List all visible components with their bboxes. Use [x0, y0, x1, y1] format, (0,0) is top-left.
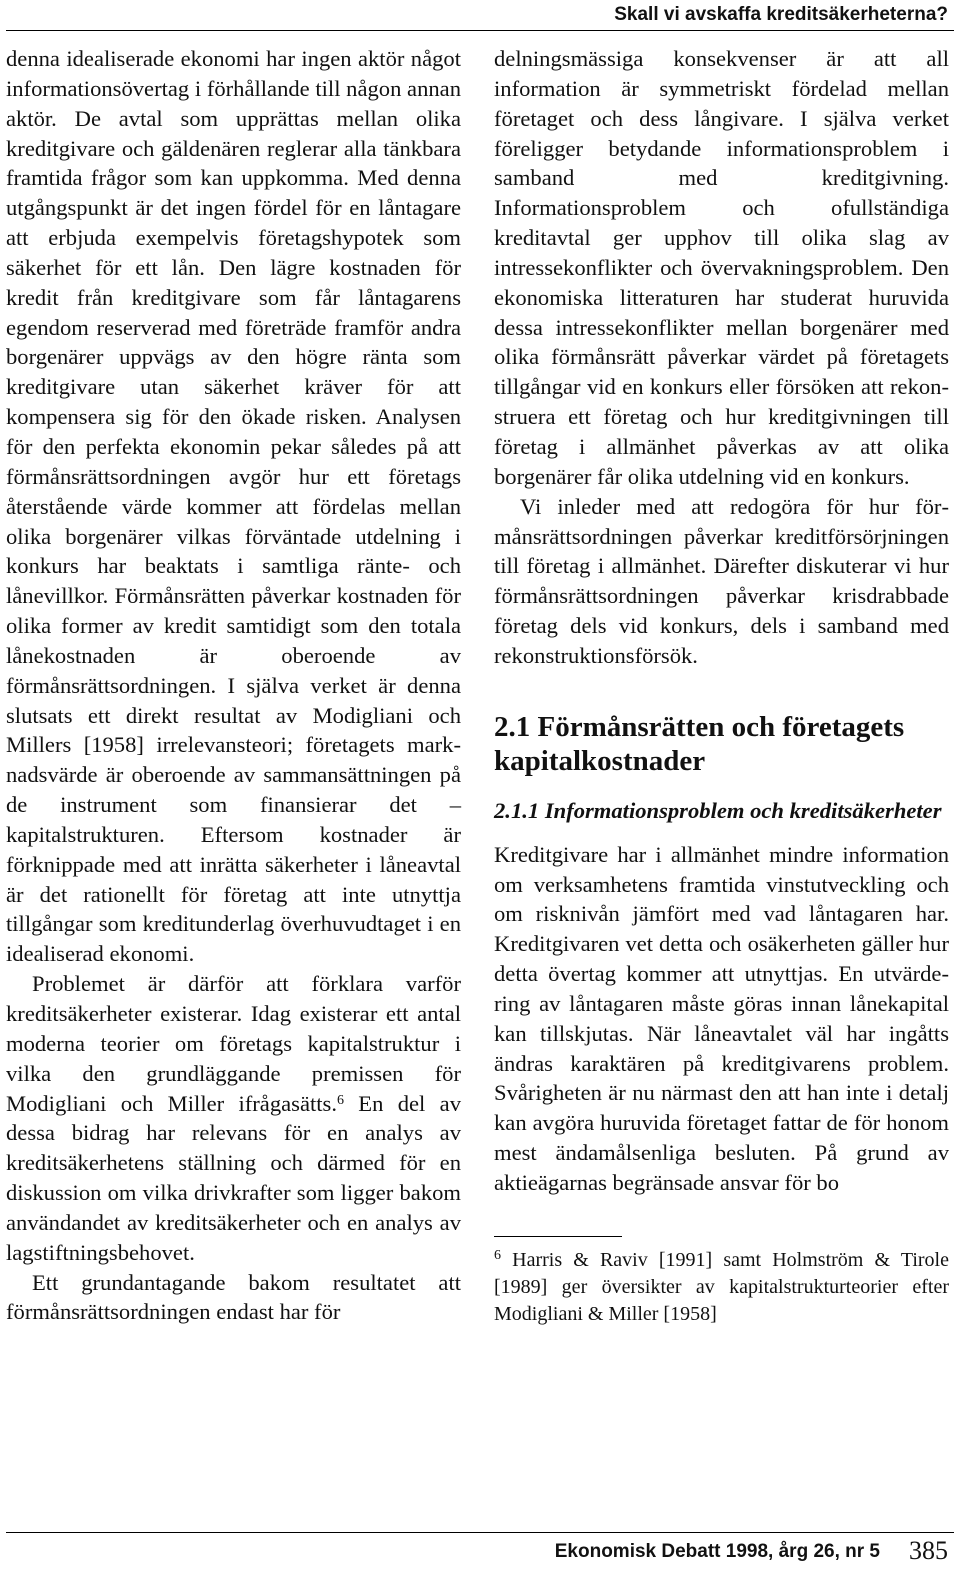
left-paragraph-1: denna idealiserade ekonomi har ingen aktör något informationsövertag i förhållande till någon annan aktör. De avtal som upprättas mellan olika kreditgivare och gäldenären reglerar alla tänkbara framtida frågor som kan uppkomma. Med denna utgångspunkt är det ingen fördel för en låntagare att erbjuda exempelvis företagshypotek som säkerhet för ett lån. Den lägre kostnaden för kredit från kreditgivare som får låntagarens egendom reserverad med företräde framför andra borgenärer uppvägs av den högre ränta som kreditgivare utan säkerhet kräver för att kompensera sig för den ökade risken. Analysen för den perfekta ekonomin pekar således på att förmånsrättsordningen avgör hur ett företags återstående värde kommer att fördelas mellan olika borgenärer vilkas förväntade utdelning i konkurs har beaktats i samtliga ränte- och lånevillkor. Förmånsrätten påverkar kostnaden för olika former av kredit samtidigt som den totala lånekostnaden är oberoende av förmånsrättsordningen. I själva verket är denna slutsats ett direkt resultat av Modigliani och Millers [1958] irrelevansteori; företagets marknadsvärde är oberoende av sammansättningen på de instrument som finansierar det – kapitalstrukturen. Eftersom kostnader är förknippade med att inrätta säkerheter i låneavtal är det rationellt för företag att inte utnyttja tillgångar som kreditunderlag överhuvudtaget i en idealiserad ekonomi.	[6, 46, 461, 967]
journal-citation: Ekonomisk Debatt 1998, årg 26, nr 5	[554, 1541, 880, 1562]
left-paragraph-2	[6, 969, 461, 1267]
footer-rule	[6, 1532, 954, 1533]
left-column	[6, 44, 461, 1327]
footnote	[494, 1247, 949, 1328]
right-paragraph-1: delningsmässiga konsekvenser är att all information är symmetriskt fördelad mellan företaget och dess långivare. I själva verket föreligger betydande informationsproblem i samband med kreditgivning. Informationsproblem och ofullständiga kreditavtal ger upphov till olika slag av intressekonflikter och övervakningsproblem. Den ekonomiska litteraturen har studerat huruvida dessa intressekonflikter mellan borgenärer med olika förmånsrätt påverkar värdet på företagets tillgångar vid en konkurs eller försöken att rekonstruera ett företag och hur kreditgivningen till företag i allmänhet påverkas av att olika borgenärer får olika utdelning vid en konkurs.	[494, 46, 949, 489]
footnote-reference[interactable]: 6	[336, 1092, 344, 1108]
footnote-number: 6	[494, 1247, 501, 1263]
left-paragraph-2-text-b: En del av dessa bidrag har relevans för en analys av kreditsäkerhetens ställning och därmed för en diskussion om vilka drivkrafter som ligger bakom användandet av kreditsäkerheter och en analys av lagstiftningsbehovet.	[6, 1090, 461, 1265]
right-column	[494, 44, 949, 1328]
page-number: 385	[909, 1536, 948, 1565]
right-paragraph-3: Kreditgivare har i allmänhet mindre information om verksamhetens framtida vinstutveckling och om risknivån jämfört med vad låntagaren har. Kreditgivaren vet detta och osäkerheten gäller hur detta övertag kommer att utnyttjas. En utvärdering av låntagaren måste göras innan lånekapital kan tillskjutas. När låneavtalet väl har ingåtts ändras karaktären på kreditgivarens problem. Svårigheten är nu närmast den att han inte i detalj kan avgöra huruvida företaget fattar de för honom mest ändamålsenliga besluten. På grund av aktieägarnas begränsade ansvar för bo	[494, 841, 949, 1195]
footnote-text: Harris & Raviv [1991] samt Holmström & Tirole [1989] ger översikter av kapitalstrukturteorier efter Modigliani & Miller [1958]	[494, 1248, 949, 1325]
left-paragraph-2-text-a: Problemet är därför att förklara varför kreditsäkerheter existerar. Idag existerar ett antal moderna teorier om företags kapitalstruktur i vilka den grundläggande premissen för Modigliani och Miller ifrågasätts.	[6, 971, 461, 1116]
footnote-rule	[494, 1236, 622, 1237]
running-head: Skall vi avskaffa kreditsäkerheterna?	[614, 4, 948, 25]
right-paragraph-2: Vi inleder med att redogöra för hur förmånsrättsordningen påverkar kreditförsörjningen till företag i allmänhet. Därefter diskuterar vi hur förmånsrättsordningen påverkar krisdrabbade företag dels vid konkurs, dels i samband med rekonstruktionsförsök.	[494, 493, 949, 668]
header-rule	[6, 30, 954, 31]
subsection-heading: 2.1.1 Informationsproblem och kreditsäkerheter	[494, 797, 942, 823]
section-heading: 2.1 Förmånsrätten och företagets kapitalkostnader	[494, 710, 905, 777]
left-paragraph-3: Ett grundantagande bakom resultatet att förmånsrättsordningen endast har för	[6, 1269, 461, 1325]
